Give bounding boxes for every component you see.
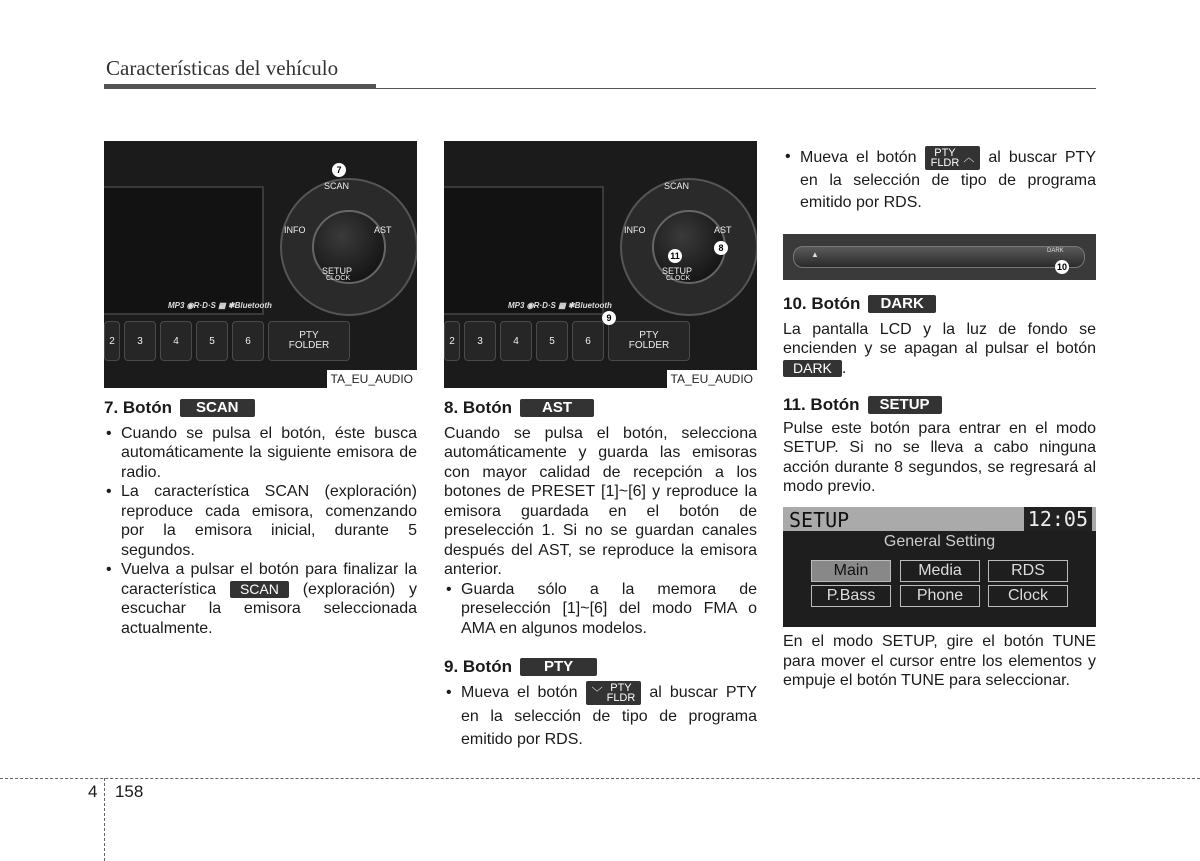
column-2 — [444, 398, 757, 751]
paragraph: Cuando se pulsa el botón, selecciona automáticamente y guarda las emisoras con mayor calidad de recepción a los botones de PRESET [1]~[6] y reproduce la emisora guardada en el botón de preselección 1. Si no se guardan canales después del AST, se reproduce la emisora anterior. — [444, 424, 757, 578]
callout-11: 11 — [668, 249, 682, 263]
preset-button: 5 — [536, 321, 568, 361]
paragraph: Pulse este botón para entrar en el modo SETUP. Si no se lleva a cabo ninguna acción durante 8 segundos, se regresará al modo previo. — [783, 419, 1096, 495]
fldr-text: FLDR — [606, 691, 636, 704]
bullet-list — [444, 580, 757, 639]
preset-button: 2 — [104, 321, 120, 361]
radio-panel-image-2 — [444, 141, 757, 388]
section-heading-11 — [783, 395, 1096, 415]
scan-badge-inline: SCAN — [230, 581, 289, 598]
bullet-list — [783, 146, 1096, 214]
logo-row: MP3 ◉R·D·S ▦ ✱Bluetooth — [508, 301, 612, 310]
heading-text: 8. Botón — [444, 398, 512, 417]
radio-panel-image-1 — [104, 141, 417, 388]
chapter-number: 4 — [88, 782, 98, 801]
info-label: INFO — [624, 225, 646, 235]
eject-icon: ▲ — [811, 250, 819, 259]
heading-text: 10. Botón — [783, 294, 861, 313]
setup-time: 12:05 — [1024, 507, 1092, 531]
setup-option-pbass: P.Bass — [811, 585, 891, 607]
callout-7: 7 — [332, 163, 346, 177]
preset-button: 6 — [232, 321, 264, 361]
preset-button: 5 — [196, 321, 228, 361]
preset-button-row — [104, 321, 416, 361]
heading-text: 9. Botón — [444, 657, 512, 676]
heading-text: 11. Botón — [783, 395, 860, 414]
bullet-text: Mueva el botón — [800, 149, 917, 167]
section-heading-7 — [104, 398, 417, 418]
pty-text: PTY — [610, 681, 632, 694]
preset-button: 6 — [572, 321, 604, 361]
preset-button: 4 — [160, 321, 192, 361]
info-label: INFO — [284, 225, 306, 235]
bullet-text: (exploración) y escuchar la emisora seleccionada actualmente. — [121, 580, 418, 637]
section-heading-10 — [783, 294, 1096, 314]
setup-option-main: Main — [811, 560, 891, 582]
pty-label: PTY — [299, 330, 319, 341]
column-1 — [104, 398, 417, 638]
chevron-up-icon: ︿ — [963, 152, 975, 164]
column-3-mid — [783, 294, 1096, 497]
bullet-text: al buscar PTY en la selección de tipo de programa emitido por RDS. — [461, 683, 757, 748]
bullet-item: • Cuando se pulsa el botón, éste busca automáticamente la siguiente emisora de radio. — [104, 424, 417, 483]
header-rule-thin — [376, 88, 1096, 89]
clock-label: CLOCK — [326, 275, 351, 282]
callout-9: 9 — [602, 311, 616, 325]
bullet-item: • La característica SCAN (exploración) reproduce cada emisora, comenzando por la emisora inicial, durante 5 segundos. — [104, 482, 417, 560]
scan-label: SCAN — [324, 181, 350, 191]
pty-fldr-stack — [607, 683, 636, 703]
lcd-screen — [104, 186, 264, 315]
setup-label: SETUP — [662, 266, 693, 276]
ast-badge: AST — [520, 399, 594, 417]
pty-label: PTY — [639, 330, 659, 341]
dark-badge: DARK — [868, 295, 935, 313]
preset-button: 3 — [464, 321, 496, 361]
setup-badge: SETUP — [868, 396, 942, 414]
page-number — [88, 782, 143, 802]
bullet-item: • Guarda sólo a la memora de preselección [1]~[6] del modo FMA o AMA en algunos modelos. — [444, 580, 757, 639]
section-heading-8 — [444, 398, 757, 418]
page-number-value: 158 — [114, 782, 144, 801]
preset-button-row — [444, 321, 756, 361]
setup-screen-image — [783, 507, 1096, 627]
paragraph — [783, 320, 1096, 379]
image-caption: TA_EU_AUDIO — [667, 370, 757, 388]
setup-title: SETUP — [789, 508, 850, 532]
chevron-down-icon: ﹀ — [591, 686, 603, 699]
pty-badge: PTY — [520, 658, 597, 676]
folder-label: FOLDER — [628, 340, 670, 351]
column-3-top — [783, 146, 1096, 214]
setup-subtitle: General Setting — [883, 533, 996, 550]
setup-label: SETUP — [322, 266, 353, 276]
paragraph-text: La pantalla LCD y la luz de fondo se encienden y se apagan al pulsar el botón — [783, 320, 1096, 357]
bullet-item — [104, 560, 417, 638]
section-heading-9 — [444, 657, 757, 677]
setup-option-media: Media — [900, 560, 980, 582]
setup-option-clock: Clock — [988, 585, 1068, 607]
pty-text: PTY — [934, 147, 956, 159]
image-caption: TA_EU_AUDIO — [327, 370, 417, 388]
lcd-screen — [444, 186, 604, 315]
heading-text: 7. Botón — [104, 398, 172, 417]
preset-button: 3 — [124, 321, 156, 361]
logo-row: MP3 ◉R·D·S ▦ ✱Bluetooth — [168, 301, 272, 310]
pty-folder-button — [608, 321, 690, 361]
pty-folder-button — [268, 321, 350, 361]
bullet-item — [444, 681, 757, 751]
strip-bezel — [793, 246, 1085, 268]
preset-button: 2 — [444, 321, 460, 361]
callout-10: 10 — [1056, 262, 1067, 272]
header-rule — [104, 84, 376, 89]
scan-badge: SCAN — [180, 399, 255, 417]
bullet-list — [444, 681, 757, 751]
callout-8: 8 — [714, 241, 728, 255]
pty-fldr-button — [925, 146, 981, 170]
bullet-text: Mueva el botón — [461, 683, 578, 701]
bullet-list — [104, 424, 417, 639]
setup-option-phone: Phone — [900, 585, 980, 607]
scan-label: SCAN — [664, 181, 690, 191]
setup-option-rds: RDS — [988, 560, 1068, 582]
bullet-item — [783, 146, 1096, 214]
pty-fldr-stack — [931, 148, 960, 168]
preset-button: 4 — [500, 321, 532, 361]
bullet-text: Vuelva a pulsar el botón para finalizar la característica — [121, 561, 417, 598]
fldr-text: FLDR — [930, 157, 960, 169]
pty-fldr-button — [586, 681, 642, 705]
paragraph: En el modo SETUP, gire el botón TUNE para mover el cursor entre los elementos y empuje el botón TUNE para seleccionar. — [783, 633, 1096, 689]
ast-label: AST — [374, 225, 392, 235]
clock-label: CLOCK — [666, 275, 691, 282]
dark-badge-inline: DARK — [783, 360, 842, 377]
footer-rule — [0, 778, 1200, 779]
bullet-text: al buscar PTY en la selección de tipo de programa emitido por RDS. — [800, 149, 1096, 211]
period: . — [841, 359, 847, 377]
strip-dark-label: DARK — [1047, 248, 1064, 254]
page-header-title: Características del vehículo — [106, 56, 339, 80]
dark-button-strip-image — [783, 234, 1096, 280]
folder-label: FOLDER — [288, 340, 330, 351]
ast-label: AST — [714, 225, 732, 235]
column-3-bottom — [783, 632, 1096, 691]
